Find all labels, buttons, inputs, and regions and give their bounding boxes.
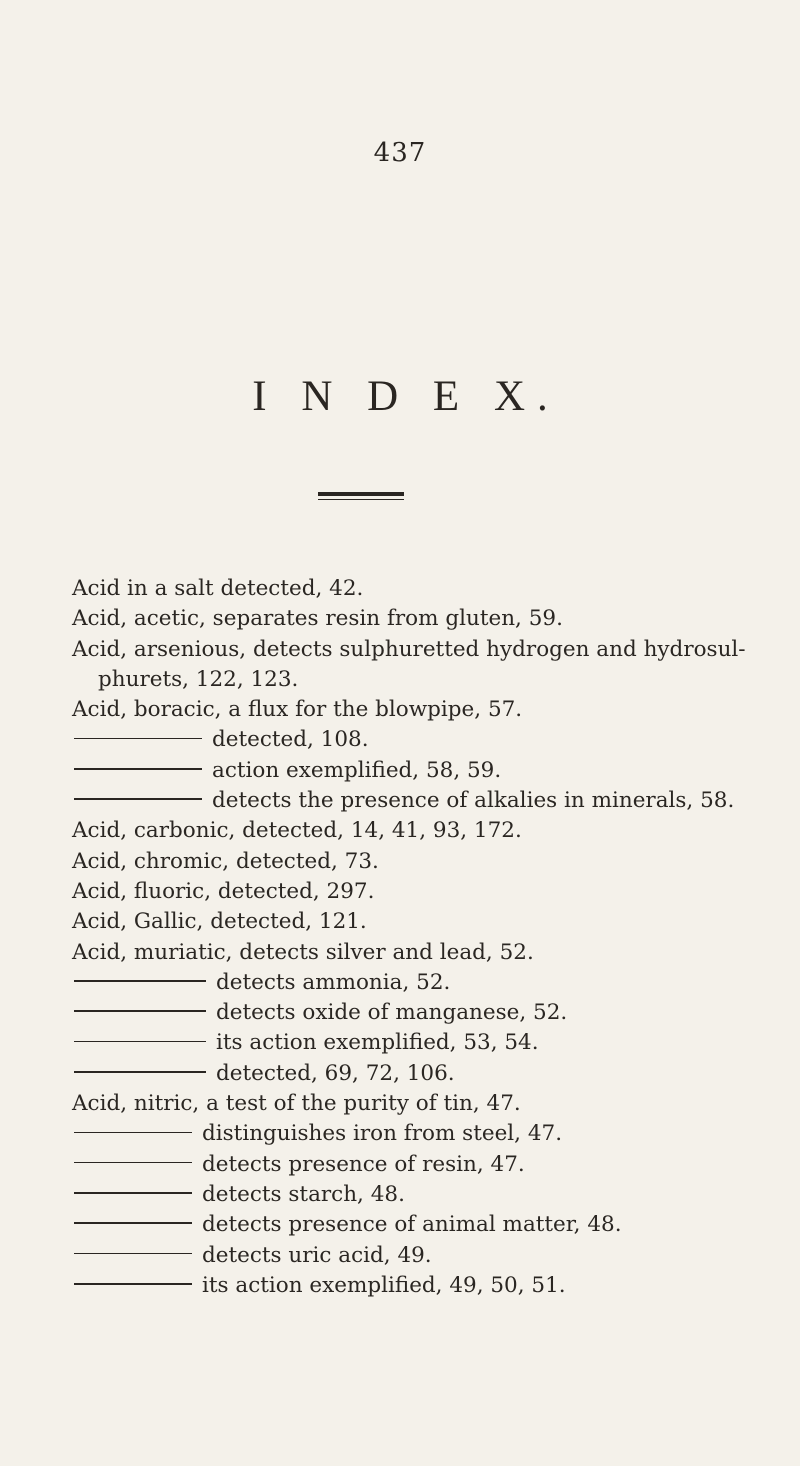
index-subentry — [0, 1119, 800, 1149]
page-number: 437 — [373, 138, 427, 168]
entry-text: its action exemplified, 53, 54. — [216, 1030, 539, 1056]
entry-text: detects ammonia, 52. — [216, 969, 451, 995]
entry-text: Acid, fluoric, detected, 297. — [72, 878, 375, 904]
index-entry — [0, 847, 800, 877]
index-subentry — [0, 725, 800, 755]
entry-text: Acid, carbonic, detected, 14, 41, 93, 172. — [72, 818, 522, 844]
entry-text: detected, 108. — [212, 727, 369, 753]
ditto-dash — [74, 1010, 206, 1012]
entry-text: detects uric acid, 49. — [202, 1242, 432, 1268]
entry-text: Acid, boracic, a flux for the blowpipe, 57. — [72, 697, 523, 723]
ditto-dash — [74, 1071, 206, 1073]
index-entry — [0, 574, 800, 604]
entry-text: Acid, nitric, a test of the purity of tin, 47. — [72, 1091, 521, 1117]
entry-text: action exemplified, 58, 59. — [212, 757, 502, 783]
index-entry — [0, 635, 800, 665]
ditto-dash — [74, 1222, 192, 1224]
ditto-dash — [74, 1041, 206, 1043]
entry-text: Acid, acetic, separates resin from gluten, 59. — [72, 606, 563, 632]
index-subentry — [0, 998, 800, 1028]
index-subentry — [0, 1180, 800, 1210]
ditto-dash — [74, 738, 202, 740]
entry-text: detects presence of animal matter, 48. — [202, 1212, 622, 1238]
ditto-dash — [74, 798, 202, 800]
ditto-dash — [74, 1192, 192, 1194]
index-entry — [0, 907, 800, 937]
index-entry — [0, 1089, 800, 1119]
index-subentry — [0, 1059, 800, 1089]
index-subentry — [0, 1210, 800, 1240]
rule-thin — [318, 499, 404, 500]
ditto-dash — [74, 1132, 192, 1134]
index-subentry — [0, 1241, 800, 1271]
title-rule — [318, 492, 404, 500]
index-subentry — [0, 786, 800, 816]
entry-text: its action exemplified, 49, 50, 51. — [202, 1272, 566, 1298]
index-subentry — [0, 1271, 800, 1301]
index-subentry — [0, 756, 800, 786]
index-subentry — [0, 1028, 800, 1058]
index-entry-continuation — [0, 665, 800, 695]
entry-text: Acid, Gallic, detected, 121. — [72, 909, 367, 935]
index-entry — [0, 816, 800, 846]
entry-text: Acid in a salt detected, 42. — [72, 576, 364, 601]
entry-text: distinguishes iron from steel, 47. — [202, 1121, 563, 1147]
ditto-dash — [74, 1253, 192, 1255]
entry-text: detects the presence of alkalies in minerals, 58. — [212, 788, 735, 814]
index-entry — [0, 695, 800, 725]
index-entry — [0, 938, 800, 968]
ditto-dash — [74, 980, 206, 982]
index-entry — [0, 604, 800, 634]
index-subentry — [0, 1150, 800, 1180]
entry-text: detected, 69, 72, 106. — [216, 1060, 455, 1086]
ditto-dash — [74, 1162, 192, 1164]
index-subentry — [0, 968, 800, 998]
entry-text: phurets, 122, 123. — [98, 666, 299, 692]
entry-text: detects oxide of manganese, 52. — [216, 1000, 568, 1026]
entry-text: detects starch, 48. — [202, 1181, 405, 1207]
entry-text: Acid, muriatic, detects silver and lead, 52. — [72, 939, 534, 965]
ditto-dash — [74, 768, 202, 770]
index-title: I N D E X. — [252, 373, 560, 420]
rule-thick — [318, 492, 404, 496]
entry-text: detects presence of resin, 47. — [202, 1151, 525, 1177]
index-entries — [0, 574, 800, 1301]
entry-text: Acid, arsenious, detects sulphuretted hydrogen and hydrosul- — [72, 636, 746, 662]
ditto-dash — [74, 1283, 192, 1285]
index-entry — [0, 877, 800, 907]
entry-text: Acid, chromic, detected, 73. — [72, 848, 379, 874]
